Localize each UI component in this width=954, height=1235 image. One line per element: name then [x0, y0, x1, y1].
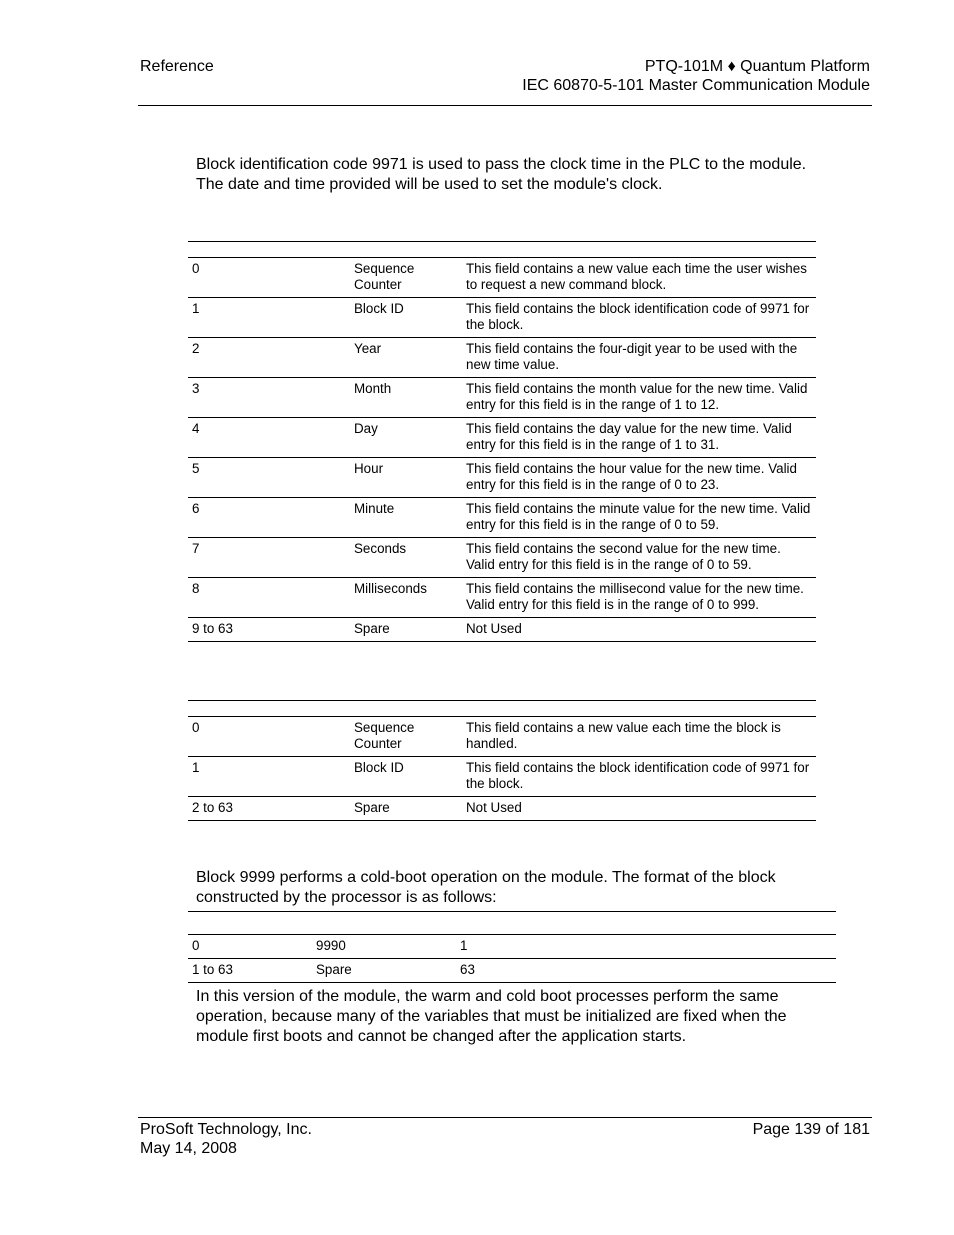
cell-description: This field contains the millisecond value for the new time. Valid entry for this field is in the range of 0 to 999. — [462, 578, 816, 618]
table-row — [188, 757, 816, 797]
header-product-title: PTQ-101M ♦ Quantum Platform — [644, 58, 870, 75]
footer-page-number: Page 139 of 181 — [752, 1121, 870, 1138]
cell-offset: 0 — [188, 717, 350, 757]
table-header-row — [188, 242, 816, 258]
cell-content: Spare — [350, 797, 462, 821]
cell-description: This field contains the day value for the new time. Valid entry for this field is in the range of 1 to 31. — [462, 418, 816, 458]
table-row — [188, 298, 816, 338]
note-paragraph: In this version of the module, the warm and cold boot processes perform the same operation, because many of the variables that must be initialized are fixed when the module first boots and cannot be changed after the application starts. — [196, 988, 787, 1045]
header-product-subtitle: IEC 60870-5-101 Master Communication Module — [522, 77, 870, 94]
table-row — [188, 458, 816, 498]
table-row — [188, 578, 816, 618]
table-row — [188, 338, 816, 378]
cell-offset: 9 to 63 — [188, 618, 350, 642]
cold-boot-table — [188, 911, 836, 983]
cell-description: 9990 — [312, 935, 456, 959]
cell-description: This field contains the hour value for the new time. Valid entry for this field is in the range of 0 to 23. — [462, 458, 816, 498]
cell-offset: 0 — [188, 935, 312, 959]
cell-description: This field contains the minute value for the new time. Valid entry for this field is in the range of 0 to 59. — [462, 498, 816, 538]
footer-company: ProSoft Technology, Inc. — [140, 1121, 312, 1138]
cell-description: This field contains the block identification code of 9971 for the block. — [462, 757, 816, 797]
cell-content: Block ID — [350, 757, 462, 797]
cell-offset: 3 — [188, 378, 350, 418]
cell-content: Year — [350, 338, 462, 378]
cell-description: Not Used — [462, 797, 816, 821]
cell-offset: 8 — [188, 578, 350, 618]
table-row — [188, 797, 816, 821]
table-row — [188, 618, 816, 642]
cell-content: Month — [350, 378, 462, 418]
cell-offset: 1 — [188, 757, 350, 797]
table-row — [188, 959, 836, 983]
cell-content: Spare — [350, 618, 462, 642]
cell-description: This field contains the block identification code of 9971 for the block. — [462, 298, 816, 338]
table-row — [188, 538, 816, 578]
table-row — [188, 935, 836, 959]
cell-offset: 5 — [188, 458, 350, 498]
table-row — [188, 418, 816, 458]
cell-description: This field contains the four-digit year to be used with the new time value. — [462, 338, 816, 378]
cell-offset: 1 — [188, 298, 350, 338]
cell-description: This field contains a new value each time the user wishes to request a new command block. — [462, 258, 816, 298]
cell-description: Not Used — [462, 618, 816, 642]
header-section-label: Reference — [140, 58, 214, 75]
cell-offset: 1 to 63 — [188, 959, 312, 983]
cell-content: Minute — [350, 498, 462, 538]
clock-block-table — [188, 241, 816, 642]
table-row — [188, 378, 816, 418]
table-row — [188, 258, 816, 298]
table-row — [188, 717, 816, 757]
cell-description: This field contains the second value for the new time. Valid entry for this field is in the range of 0 to 59. — [462, 538, 816, 578]
cell-content: Block ID — [350, 298, 462, 338]
cell-offset: 6 — [188, 498, 350, 538]
table-header-row — [188, 701, 816, 717]
table-header-row — [188, 912, 836, 935]
cell-content: Hour — [350, 458, 462, 498]
cell-offset: 2 — [188, 338, 350, 378]
cell-content: Sequence Counter — [350, 258, 462, 298]
cell-offset: 7 — [188, 538, 350, 578]
cell-description: Spare — [312, 959, 456, 983]
clock-response-table — [188, 700, 816, 821]
cold-boot-paragraph: Block 9999 performs a cold-boot operation on the module. The format of the block constructed by the processor is as follows: — [196, 869, 776, 906]
cell-description: This field contains the month value for the new time. Valid entry for this field is in the range of 1 to 12. — [462, 378, 816, 418]
footer-divider — [138, 1117, 872, 1118]
cell-length: 1 — [456, 935, 836, 959]
header-divider — [138, 105, 872, 106]
cell-content: Sequence Counter — [350, 717, 462, 757]
cell-offset: 2 to 63 — [188, 797, 350, 821]
cell-length: 63 — [456, 959, 836, 983]
cell-content: Seconds — [350, 538, 462, 578]
cell-description: This field contains a new value each time the block is handled. — [462, 717, 816, 757]
intro-paragraph: Block identification code 9971 is used to pass the clock time in the PLC to the module. The date and time provided will be used to set the module's clock. — [196, 156, 807, 193]
cell-content: Milliseconds — [350, 578, 462, 618]
cell-content: Day — [350, 418, 462, 458]
footer-date: May 14, 2008 — [140, 1140, 237, 1157]
table-row — [188, 498, 816, 538]
cell-offset: 4 — [188, 418, 350, 458]
cell-offset: 0 — [188, 258, 350, 298]
